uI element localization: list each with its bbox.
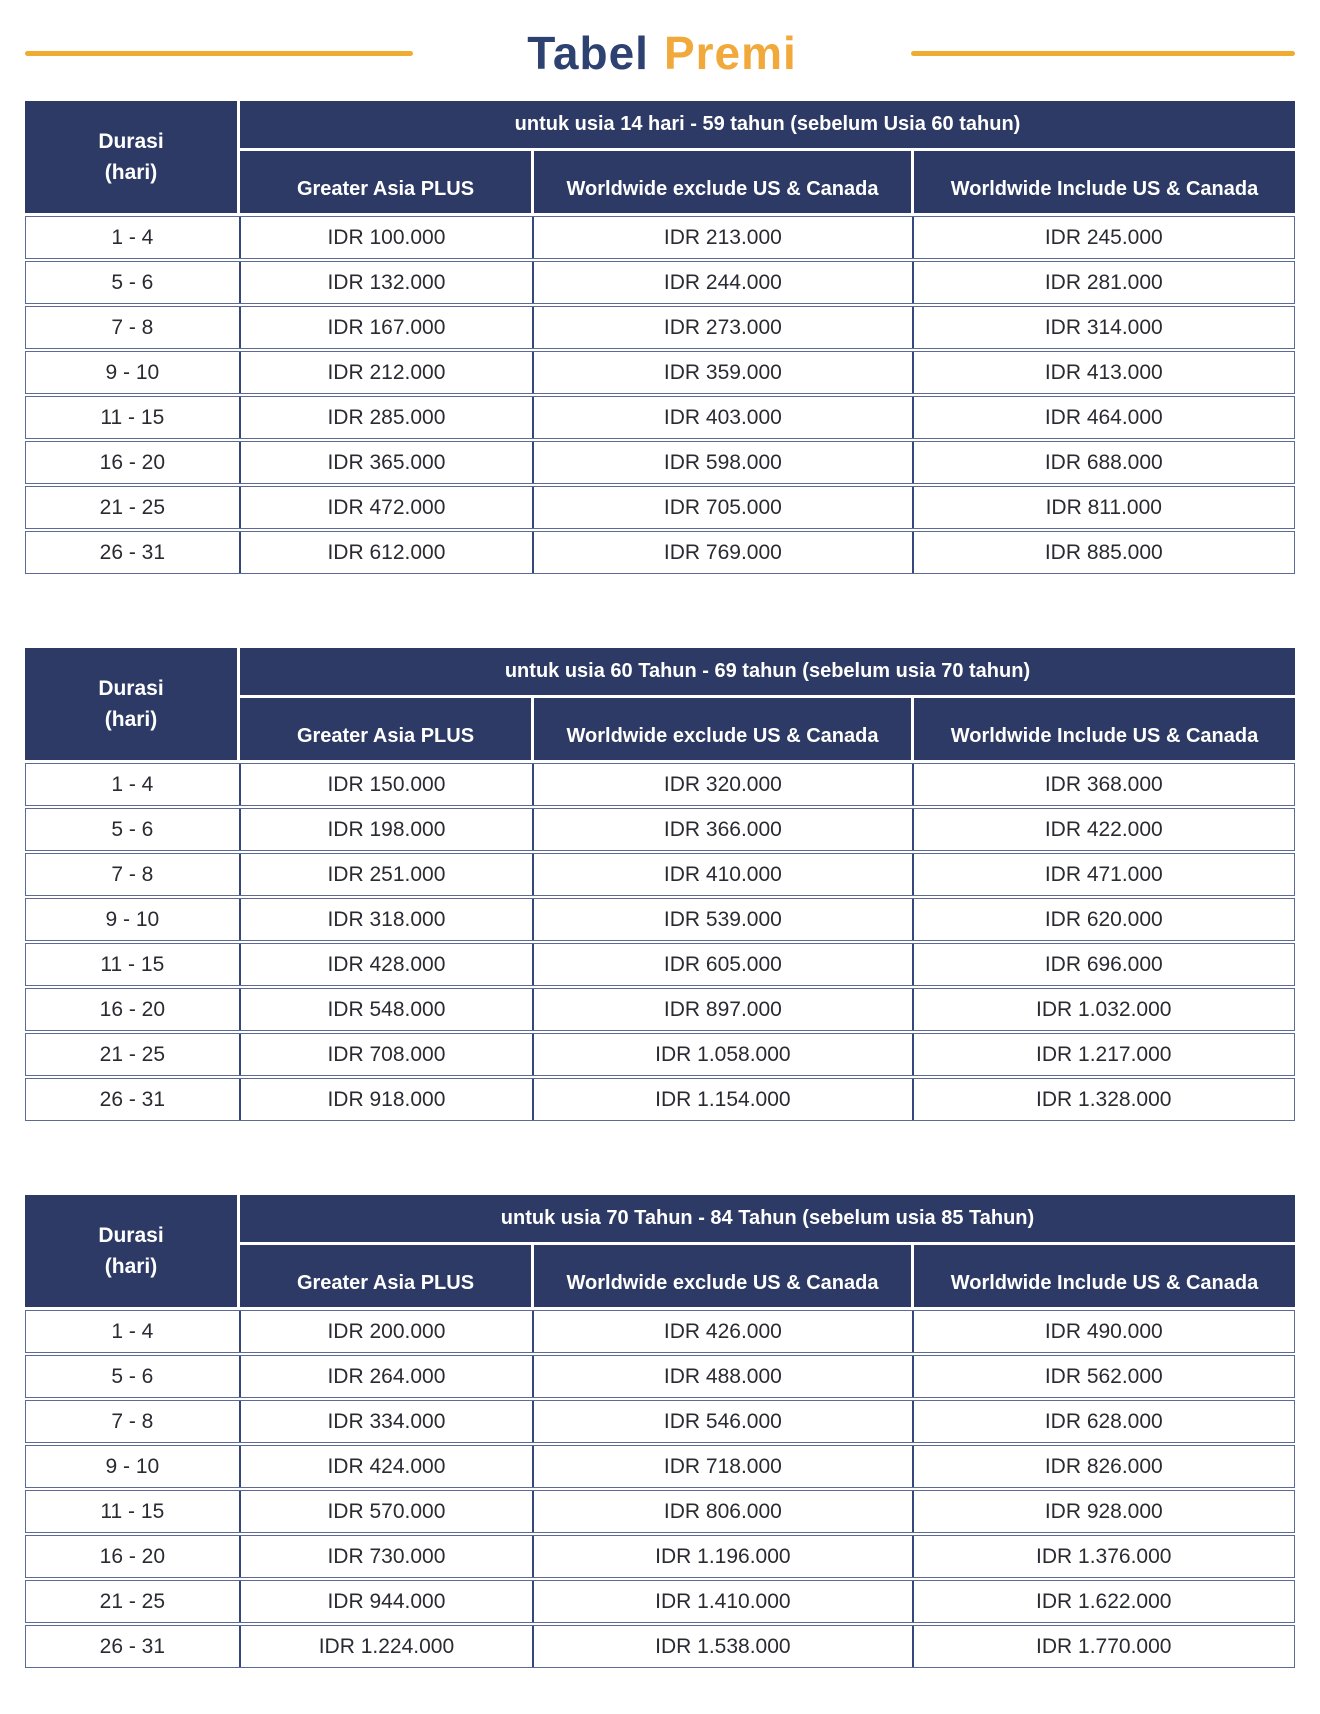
table-row (25, 1078, 1295, 1121)
premium-value-cell: IDR 410.000 (534, 854, 913, 895)
column-header-greater-asia-plus: Greater Asia PLUS (240, 698, 534, 760)
duration-cell: 16 - 20 (26, 989, 241, 1030)
premium-table (25, 101, 1295, 574)
premium-value-cell: IDR 718.000 (534, 1446, 913, 1487)
column-header-worldwide-include-us-canada: Worldwide Include US & Canada (914, 151, 1295, 213)
premium-value-cell: IDR 769.000 (534, 532, 913, 573)
duration-header-cell (25, 101, 240, 213)
premium-value-cell: IDR 281.000 (1044, 270, 1163, 294)
column-header-worldwide-include-us-canada: Worldwide Include US & Canada (914, 1245, 1295, 1307)
premium-value-cell: IDR 1.154.000 (534, 1079, 913, 1120)
table-row (25, 853, 1295, 896)
table-row (25, 441, 1295, 484)
premium-value-cell: IDR 806.000 (534, 1491, 913, 1532)
title-word-tabel: Tabel (527, 27, 649, 79)
premium-value-cell: IDR 562.000 (1044, 1364, 1163, 1388)
duration-header-line1: Durasi (98, 676, 164, 700)
table-row (25, 1355, 1295, 1398)
table-row (25, 216, 1295, 259)
page-header (25, 0, 1295, 96)
table-header (25, 648, 1295, 760)
premium-value-cell: IDR 365.000 (241, 442, 535, 483)
column-header-greater-asia-plus: Greater Asia PLUS (240, 1245, 534, 1307)
duration-header-line2: (hari) (104, 1255, 158, 1278)
premium-value-cell: IDR 424.000 (241, 1446, 535, 1487)
premium-value-cell: IDR 403.000 (534, 397, 913, 438)
premium-value-cell: IDR 334.000 (241, 1401, 535, 1442)
table-row (25, 1310, 1295, 1353)
premium-value-cell: IDR 422.000 (1044, 817, 1163, 841)
premium-value-cell: IDR 132.000 (241, 262, 535, 303)
premium-value-cell: IDR 213.000 (534, 217, 913, 258)
duration-header-line1: Durasi (98, 1223, 164, 1247)
duration-cell: 16 - 20 (26, 442, 241, 483)
premium-value-cell: IDR 1.217.000 (1036, 1042, 1172, 1066)
premium-value-cell: IDR 548.000 (241, 989, 535, 1030)
premium-value-cell: IDR 696.000 (1044, 952, 1163, 976)
premium-value-cell: IDR 285.000 (241, 397, 535, 438)
premium-value-cell: IDR 928.000 (1044, 1499, 1163, 1523)
table-row (25, 1400, 1295, 1443)
premium-value-cell: IDR 628.000 (1044, 1409, 1163, 1433)
table-row (25, 763, 1295, 806)
premium-value-cell: IDR 472.000 (241, 487, 535, 528)
premium-value-cell: IDR 730.000 (241, 1536, 535, 1577)
duration-cell: 21 - 25 (26, 1034, 241, 1075)
premium-value-cell: IDR 1.032.000 (1036, 997, 1172, 1021)
premium-value-cell: IDR 464.000 (1044, 405, 1163, 429)
table-row (25, 531, 1295, 574)
premium-value-cell: IDR 212.000 (241, 352, 535, 393)
duration-cell: 5 - 6 (26, 809, 241, 850)
table-row (25, 396, 1295, 439)
premium-value-cell: IDR 620.000 (1044, 907, 1163, 931)
duration-cell: 11 - 15 (26, 397, 241, 438)
column-header-worldwide-include-us-canada: Worldwide Include US & Canada (914, 698, 1295, 760)
premium-table (25, 648, 1295, 1121)
premium-tables (25, 101, 1295, 1668)
premium-value-cell: IDR 1.058.000 (534, 1034, 913, 1075)
age-group-header-cell: untuk usia 60 Tahun - 69 tahun (sebelum usia 70 tahun) (240, 648, 1295, 698)
duration-cell: 5 - 6 (26, 262, 241, 303)
premium-value-cell: IDR 245.000 (1044, 225, 1163, 249)
column-header-worldwide-exclude-us-canada: Worldwide exclude US & Canada (534, 151, 914, 213)
premium-value-cell: IDR 150.000 (241, 764, 535, 805)
table-header (25, 101, 1295, 213)
premium-value-cell: IDR 1.770.000 (1036, 1634, 1172, 1658)
duration-header-cell (25, 1195, 240, 1307)
premium-value-cell: IDR 539.000 (534, 899, 913, 940)
duration-cell: 21 - 25 (26, 1581, 241, 1622)
table-row (25, 1490, 1295, 1533)
premium-value-cell: IDR 1.328.000 (1036, 1087, 1172, 1111)
premium-value-cell: IDR 359.000 (534, 352, 913, 393)
table-row (25, 486, 1295, 529)
premium-value-cell: IDR 705.000 (534, 487, 913, 528)
premium-table (25, 1195, 1295, 1668)
table-body (25, 216, 1295, 574)
premium-value-cell: IDR 244.000 (534, 262, 913, 303)
premium-value-cell: IDR 897.000 (534, 989, 913, 1030)
premium-value-cell: IDR 1.622.000 (1036, 1589, 1172, 1613)
premium-value-cell: IDR 413.000 (1044, 360, 1163, 384)
premium-value-cell: IDR 944.000 (241, 1581, 535, 1622)
table-row (25, 943, 1295, 986)
premium-value-cell: IDR 605.000 (534, 944, 913, 985)
title-rule-right (911, 51, 1295, 56)
table-row (25, 261, 1295, 304)
duration-cell: 11 - 15 (26, 944, 241, 985)
duration-cell: 7 - 8 (26, 307, 241, 348)
duration-cell: 1 - 4 (26, 1311, 241, 1352)
premium-value-cell: IDR 546.000 (534, 1401, 913, 1442)
table-body (25, 1310, 1295, 1668)
premium-value-cell: IDR 488.000 (534, 1356, 913, 1397)
premium-value-cell: IDR 251.000 (241, 854, 535, 895)
duration-header-line2: (hari) (104, 708, 158, 731)
table-row (25, 1535, 1295, 1578)
premium-value-cell: IDR 598.000 (534, 442, 913, 483)
premium-value-cell: IDR 612.000 (241, 532, 535, 573)
duration-cell: 26 - 31 (26, 1079, 241, 1120)
table-row (25, 1580, 1295, 1623)
premium-value-cell: IDR 320.000 (534, 764, 913, 805)
duration-cell: 7 - 8 (26, 1401, 241, 1442)
premium-value-cell: IDR 811.000 (1045, 495, 1162, 519)
table-row (25, 1625, 1295, 1668)
premium-value-cell: IDR 428.000 (241, 944, 535, 985)
premium-value-cell: IDR 570.000 (241, 1491, 535, 1532)
title-rule-left (25, 51, 413, 56)
title-word-premi: Premi (663, 27, 797, 79)
column-header-greater-asia-plus: Greater Asia PLUS (240, 151, 534, 213)
duration-cell: 7 - 8 (26, 854, 241, 895)
premium-value-cell: IDR 1.538.000 (534, 1626, 913, 1667)
duration-cell: 1 - 4 (26, 217, 241, 258)
duration-cell: 5 - 6 (26, 1356, 241, 1397)
premium-value-cell: IDR 198.000 (241, 809, 535, 850)
table-row (25, 988, 1295, 1031)
column-header-worldwide-exclude-us-canada: Worldwide exclude US & Canada (534, 1245, 914, 1307)
duration-cell: 21 - 25 (26, 487, 241, 528)
premium-value-cell: IDR 368.000 (1044, 772, 1163, 796)
age-group-header-cell: untuk usia 14 hari - 59 tahun (sebelum Usia 60 tahun) (240, 101, 1295, 151)
duration-cell: 11 - 15 (26, 1491, 241, 1532)
premium-value-cell: IDR 200.000 (241, 1311, 535, 1352)
premium-value-cell: IDR 885.000 (1044, 540, 1163, 564)
premium-value-cell: IDR 100.000 (241, 217, 535, 258)
table-row (25, 1445, 1295, 1488)
premium-value-cell: IDR 490.000 (1044, 1319, 1163, 1343)
premium-value-cell: IDR 688.000 (1044, 450, 1163, 474)
premium-value-cell: IDR 1.410.000 (534, 1581, 913, 1622)
premium-value-cell: IDR 366.000 (534, 809, 913, 850)
premium-value-cell: IDR 826.000 (1044, 1454, 1163, 1478)
table-row (25, 351, 1295, 394)
premium-value-cell: IDR 1.224.000 (241, 1626, 535, 1667)
table-body (25, 763, 1295, 1121)
premium-value-cell: IDR 318.000 (241, 899, 535, 940)
table-header (25, 1195, 1295, 1307)
table-row (25, 1033, 1295, 1076)
age-group-header-cell: untuk usia 70 Tahun - 84 Tahun (sebelum usia 85 Tahun) (240, 1195, 1295, 1245)
premium-value-cell: IDR 273.000 (534, 307, 913, 348)
premium-value-cell: IDR 471.000 (1044, 862, 1163, 886)
premium-value-cell: IDR 167.000 (241, 307, 535, 348)
duration-header-line1: Durasi (98, 129, 164, 153)
table-row (25, 808, 1295, 851)
duration-cell: 9 - 10 (26, 1446, 241, 1487)
duration-cell: 9 - 10 (26, 899, 241, 940)
premium-value-cell: IDR 918.000 (241, 1079, 535, 1120)
premium-value-cell: IDR 1.376.000 (1036, 1544, 1172, 1568)
premium-value-cell: IDR 426.000 (534, 1311, 913, 1352)
duration-header-line2: (hari) (104, 161, 158, 184)
page-title (527, 26, 797, 80)
duration-cell: 16 - 20 (26, 1536, 241, 1577)
duration-header-cell (25, 648, 240, 760)
premium-value-cell: IDR 314.000 (1044, 315, 1163, 339)
duration-cell: 9 - 10 (26, 352, 241, 393)
table-row (25, 306, 1295, 349)
premium-value-cell: IDR 708.000 (241, 1034, 535, 1075)
duration-cell: 26 - 31 (26, 1626, 241, 1667)
duration-cell: 26 - 31 (26, 532, 241, 573)
table-row (25, 898, 1295, 941)
premium-value-cell: IDR 264.000 (241, 1356, 535, 1397)
premium-value-cell: IDR 1.196.000 (534, 1536, 913, 1577)
column-header-worldwide-exclude-us-canada: Worldwide exclude US & Canada (534, 698, 914, 760)
duration-cell: 1 - 4 (26, 764, 241, 805)
